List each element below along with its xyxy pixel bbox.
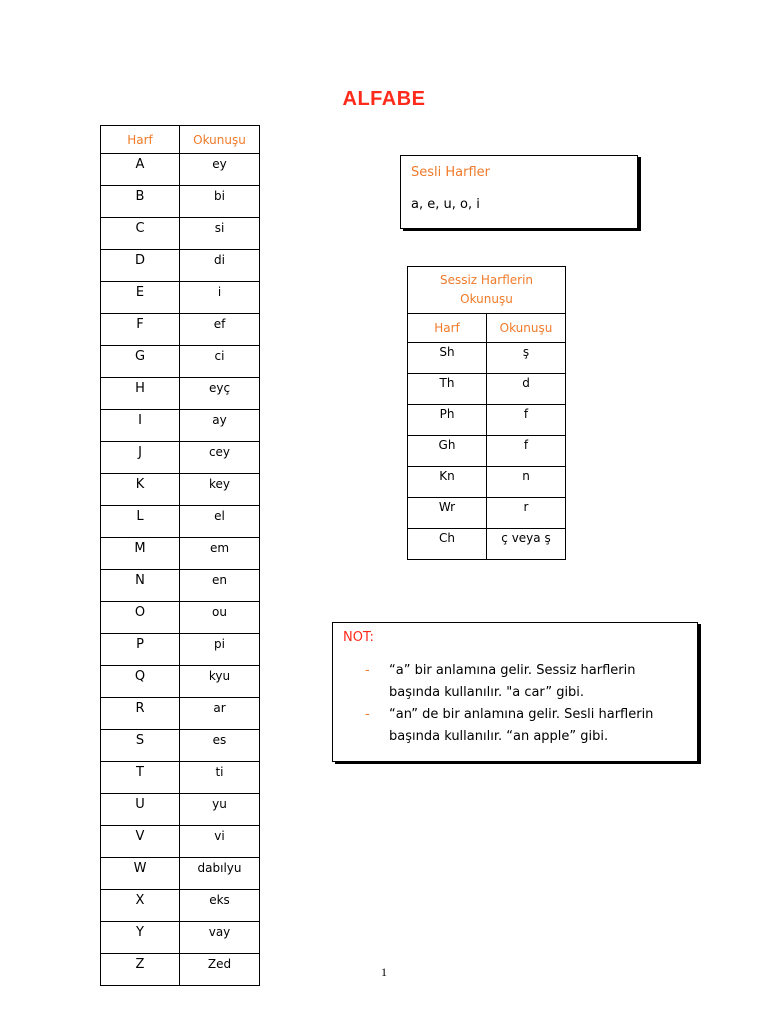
caption-line-2: Okunuşu [460,292,513,306]
table-row [101,666,260,698]
pronunciation-cell: en [180,570,260,602]
pronunciation-cell: kyu [180,666,260,698]
letter-cell: Kn [408,467,487,498]
bullet-dash: - [365,663,370,678]
table-row [408,405,566,436]
column-header-pronunciation: Okunuşu [487,314,566,343]
table-row [101,826,260,858]
pronunciation-cell: ti [180,762,260,794]
pronunciation-cell: d [487,374,566,405]
letter-cell: L [101,506,180,538]
table-row [101,730,260,762]
letter-cell: I [101,410,180,442]
pronunciation-cell: pi [180,634,260,666]
table-row [101,154,260,186]
letter-cell: Q [101,666,180,698]
letter-cell: G [101,346,180,378]
table-row [101,314,260,346]
letter-cell: N [101,570,180,602]
pronunciation-cell: eks [180,890,260,922]
table-row [101,346,260,378]
pronunciation-cell: el [180,506,260,538]
pronunciation-cell: em [180,538,260,570]
pronunciation-cell: dabılyu [180,858,260,890]
note-heading: NOT: [343,630,374,645]
table-caption-row [408,267,566,314]
table-row [101,922,260,954]
pronunciation-cell: f [487,405,566,436]
table-row [101,378,260,410]
pronunciation-cell: ar [180,698,260,730]
table-row [101,250,260,282]
table-row [101,570,260,602]
table-row [101,474,260,506]
pronunciation-cell: ou [180,602,260,634]
note-line: başında kullanılır. "a car” gibi. [389,685,585,700]
table-row [408,467,566,498]
page-title: ALFABE [342,88,426,110]
page-number: 1 [381,965,387,979]
table-row [101,218,260,250]
table-row [101,602,260,634]
pronunciation-cell: ef [180,314,260,346]
table-row [101,282,260,314]
table-row [101,794,260,826]
table-row [101,410,260,442]
consonant-digraph-table [407,266,566,560]
table-row [101,890,260,922]
table-row [408,343,566,374]
pronunciation-cell: vi [180,826,260,858]
letter-cell: M [101,538,180,570]
letter-cell: U [101,794,180,826]
table-header-row [408,314,566,343]
column-header-pronunciation: Okunuşu [180,126,260,154]
letter-cell: X [101,890,180,922]
pronunciation-cell: yu [180,794,260,826]
pronunciation-cell: n [487,467,566,498]
alphabet-table [100,125,260,986]
note-line: başında kullanılır. “an apple” gibi. [389,729,609,744]
note-item-text [389,704,699,748]
note-line: “an” de bir anlamına gelir. Sesli harflerin [389,707,654,722]
consonant-table-caption [408,267,566,314]
column-header-letter: Harf [408,314,487,343]
table-row [101,858,260,890]
table-row [101,762,260,794]
column-header-letter: Harf [101,126,180,154]
pronunciation-cell: i [180,282,260,314]
letter-cell: Wr [408,498,487,529]
pronunciation-cell: cey [180,442,260,474]
table-row [101,634,260,666]
letter-cell: Y [101,922,180,954]
bullet-dash: - [365,707,370,722]
pronunciation-cell: vay [180,922,260,954]
letter-cell: P [101,634,180,666]
alphabet-table-body [101,154,260,986]
letter-cell: V [101,826,180,858]
table-row [101,538,260,570]
note-item-text [389,660,699,704]
table-row [101,698,260,730]
letter-cell: E [101,282,180,314]
vowels-box [400,155,638,229]
letter-cell: D [101,250,180,282]
pronunciation-cell: ey [180,154,260,186]
note-box [332,622,698,762]
table-row [101,442,260,474]
letter-cell: Sh [408,343,487,374]
pronunciation-cell: bi [180,186,260,218]
table-row [408,498,566,529]
pronunciation-cell: Zed [180,954,260,986]
letter-cell: K [101,474,180,506]
pronunciation-cell: key [180,474,260,506]
letter-cell: R [101,698,180,730]
letter-cell: B [101,186,180,218]
letter-cell: T [101,762,180,794]
pronunciation-cell: ş [487,343,566,374]
letter-cell: Ph [408,405,487,436]
letter-cell: F [101,314,180,346]
vowels-letters: a, e, u, o, i [411,197,480,212]
pronunciation-cell: f [487,436,566,467]
table-row [408,436,566,467]
letter-cell: A [101,154,180,186]
letter-cell: H [101,378,180,410]
note-line: “a” bir anlamına gelir. Sessiz harflerin [389,663,636,678]
vowels-heading: Sesli Harfler [411,165,490,180]
caption-line-1: Sessiz Harflerin [439,273,534,287]
letter-cell: Ch [408,529,487,560]
letter-cell: J [101,442,180,474]
table-row [101,506,260,538]
letter-cell: Z [101,954,180,986]
pronunciation-cell: ay [180,410,260,442]
pronunciation-cell: di [180,250,260,282]
letter-cell: S [101,730,180,762]
letter-cell: W [101,858,180,890]
pronunciation-cell: ci [180,346,260,378]
letter-cell: O [101,602,180,634]
table-header-row [101,126,260,154]
letter-cell: C [101,218,180,250]
pronunciation-cell: es [180,730,260,762]
letter-cell: Gh [408,436,487,467]
consonant-table-body [408,343,566,560]
table-row [408,529,566,560]
letter-cell: Th [408,374,487,405]
pronunciation-cell: ç veya ş [487,529,566,560]
pronunciation-cell: eyç [180,378,260,410]
table-row [101,186,260,218]
pronunciation-cell: si [180,218,260,250]
table-row [408,374,566,405]
pronunciation-cell: r [487,498,566,529]
